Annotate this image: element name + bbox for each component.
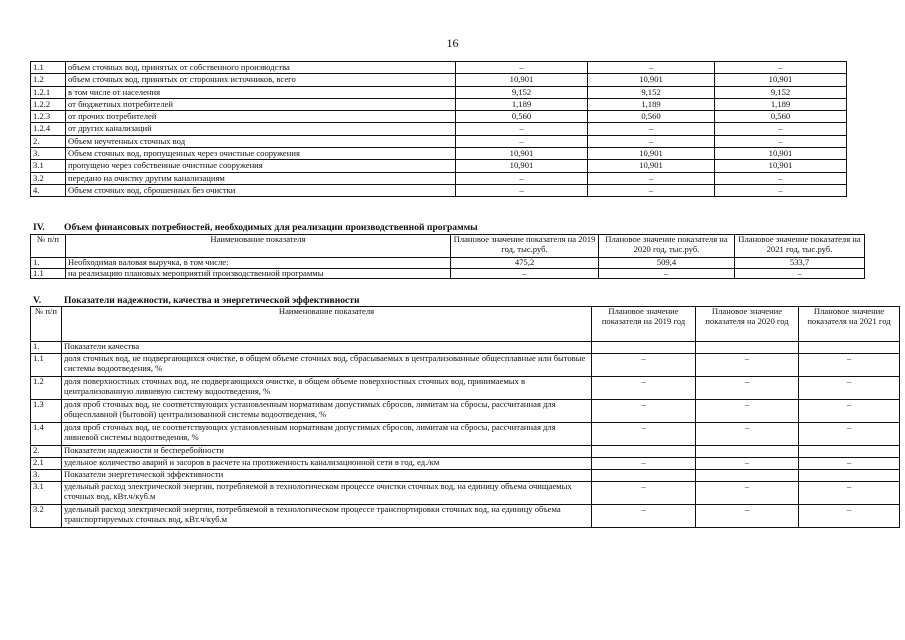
value-2021: – <box>799 423 900 446</box>
row-number: 2.1 <box>31 458 62 470</box>
value-2020: – <box>696 377 799 400</box>
row-number: 3. <box>31 148 66 160</box>
row-number: 1.2.4 <box>31 123 66 135</box>
header-name: Наименование показателя <box>66 235 451 258</box>
row-number: 3. <box>31 470 62 482</box>
value-2021: – <box>799 377 900 400</box>
section-4-title <box>33 222 478 233</box>
row-name: Объем сточных вод, сброшенных без очистки <box>66 184 456 196</box>
table-row <box>31 123 847 135</box>
value-2021 <box>799 470 900 482</box>
value-2021: 9,152 <box>715 86 847 98</box>
value-2021: – <box>715 184 847 196</box>
table-row <box>31 423 900 446</box>
value-2020: – <box>588 172 715 184</box>
header-2020: Плановое значение показателя на 2020 год, тыс.руб. <box>599 235 735 258</box>
value-2020 <box>696 470 799 482</box>
row-name: на реализацию плановых мероприятий производственной программы <box>66 268 451 279</box>
header-2019: Плановое значение показателя на 2019 год <box>592 307 696 342</box>
value-2019: – <box>592 354 696 377</box>
value-2019: – <box>592 505 696 528</box>
value-2019: 10,901 <box>456 160 588 172</box>
table-row <box>31 505 900 528</box>
row-name: доля поверхностных сточных вод, не подвергающихся очистке, в общем объеме поверхностных сточных вод, принимаемых в централизованную ливневую систему водоотведения, % <box>62 377 592 400</box>
table-row <box>31 98 847 110</box>
value-2020: 0,560 <box>588 111 715 123</box>
row-number: 1.1 <box>31 62 66 74</box>
row-name: Необходимая валовая выручка, в том числе: <box>66 258 451 269</box>
header-2019: Плановое значение показателя на 2019 год, тыс.руб. <box>451 235 599 258</box>
value-2019: 10,901 <box>456 74 588 86</box>
section-4-heading: Объем финансовых потребностей, необходимых для реализации производственной программы <box>64 222 478 233</box>
value-2020: – <box>588 123 715 135</box>
value-2021: – <box>799 354 900 377</box>
table-row <box>31 354 900 377</box>
value-2020: – <box>696 400 799 423</box>
row-name: удельный расход электрической энергии, потребляемой в технологическом процессе транспортировки сточных вод, на единицу объема транспортируемых сточных вод, кВт.ч/куб.м <box>62 505 592 528</box>
row-number: 3.1 <box>31 482 62 505</box>
value-2019: – <box>456 184 588 196</box>
table-header-row <box>31 235 865 258</box>
row-number: 1.2.3 <box>31 111 66 123</box>
row-number: 1.2 <box>31 377 62 400</box>
value-2020: – <box>588 184 715 196</box>
value-2020: 10,901 <box>588 148 715 160</box>
table-row <box>31 446 900 458</box>
value-2021: 1,189 <box>715 98 847 110</box>
value-2019: 475,2 <box>451 258 599 269</box>
row-name: удельный расход электрической энергии, потребляемой в технологическом процессе очистки сточных вод, на единицу объема очищаемых сточных вод, кВт.ч/куб.м <box>62 482 592 505</box>
value-2019 <box>592 470 696 482</box>
table-row <box>31 86 847 98</box>
value-2020: – <box>696 423 799 446</box>
value-2019 <box>592 446 696 458</box>
header-2021: Плановое значение показателя на 2021 год, тыс.руб. <box>735 235 865 258</box>
row-name: доля проб сточных вод, не соответствующих установленным нормативам допустимых сбросов, лимитам на сбросы, рассчитанная для общесплавной (бытовой) централизованной системы водоотведения, % <box>62 400 592 423</box>
header-num: № п/п <box>31 235 66 258</box>
row-name: Показатели надежности и бесперебойности <box>62 446 592 458</box>
row-name: Объем неучтенных сточных вод <box>66 135 456 147</box>
value-2021: 10,901 <box>715 148 847 160</box>
table-row <box>31 148 847 160</box>
row-number: 1.2.2 <box>31 98 66 110</box>
value-2020: – <box>696 354 799 377</box>
value-2020: 509,4 <box>599 258 735 269</box>
row-number: 1.1 <box>31 268 66 279</box>
table-row <box>31 400 900 423</box>
table-row <box>31 470 900 482</box>
table-row <box>31 342 900 354</box>
value-2019: – <box>592 400 696 423</box>
value-2021: 10,901 <box>715 74 847 86</box>
value-2020: – <box>588 135 715 147</box>
row-name: доля проб сточных вод, не соответствующих установленным нормативам допустимых сбросов, лимитам на сбросы, рассчитанная для ливневой системы водоотведения, % <box>62 423 592 446</box>
value-2019: – <box>456 62 588 74</box>
value-2019: – <box>451 268 599 279</box>
value-2021: – <box>799 482 900 505</box>
header-name: Наименование показателя <box>62 307 592 342</box>
value-2020: 1,189 <box>588 98 715 110</box>
section-5-title <box>33 295 360 306</box>
value-2020 <box>696 446 799 458</box>
table-row <box>31 135 847 147</box>
row-name: от других канализаций <box>66 123 456 135</box>
header-2021: Плановое значение показателя на 2021 год <box>799 307 900 342</box>
value-2019: 1,189 <box>456 98 588 110</box>
row-number: 1.1 <box>31 354 62 377</box>
value-2021: 0,560 <box>715 111 847 123</box>
value-2021: – <box>799 505 900 528</box>
row-number: 2. <box>31 446 62 458</box>
row-number: 3.2 <box>31 505 62 528</box>
row-name: передано на очистку другим канализациям <box>66 172 456 184</box>
value-2021: 10,901 <box>715 160 847 172</box>
table-row <box>31 482 900 505</box>
value-2020: – <box>696 505 799 528</box>
row-name: пропущено через собственные очистные сооружения <box>66 160 456 172</box>
row-name: объем сточных вод, принятых от собственного производства <box>66 62 456 74</box>
value-2021: – <box>799 458 900 470</box>
value-2020: – <box>696 482 799 505</box>
value-2020: 10,901 <box>588 74 715 86</box>
value-2020: 9,152 <box>588 86 715 98</box>
value-2019: 10,901 <box>456 148 588 160</box>
row-number: 1.2 <box>31 74 66 86</box>
value-2020: – <box>599 268 735 279</box>
value-2019: – <box>592 377 696 400</box>
value-2019: – <box>592 423 696 446</box>
row-number: 1.2.1 <box>31 86 66 98</box>
value-2020: 10,901 <box>588 160 715 172</box>
table-row <box>31 74 847 86</box>
financial-needs-table <box>30 234 865 279</box>
value-2020: – <box>696 458 799 470</box>
value-2021: – <box>715 135 847 147</box>
value-2019 <box>592 342 696 354</box>
row-number: 1. <box>31 258 66 269</box>
row-name: от прочих потребителей <box>66 111 456 123</box>
value-2020 <box>696 342 799 354</box>
row-name: от бюджетных потребителей <box>66 98 456 110</box>
table-row <box>31 458 900 470</box>
header-2020: Плановое значение показателя на 2020 год <box>696 307 799 342</box>
section-5-heading: Показатели надежности, качества и энергетической эффективности <box>64 295 360 306</box>
wastewater-volume-table <box>30 61 847 197</box>
table-row <box>31 160 847 172</box>
row-number: 3.2 <box>31 172 66 184</box>
value-2021: – <box>715 172 847 184</box>
value-2021: – <box>715 123 847 135</box>
value-2021: – <box>715 62 847 74</box>
row-number: 1.3 <box>31 400 62 423</box>
value-2019: – <box>456 135 588 147</box>
table-row <box>31 62 847 74</box>
row-name: доля сточных вод, не подвергающихся очистке, в общем объеме сточных вод, сбрасываемых в централизованные общесплавные или бытовые системы водоотведения, % <box>62 354 592 377</box>
value-2021: – <box>799 400 900 423</box>
row-number: 1.4 <box>31 423 62 446</box>
table-row <box>31 111 847 123</box>
row-name: объем сточных вод, принятых от сторонних источников, всего <box>66 74 456 86</box>
value-2021: – <box>735 268 865 279</box>
value-2019: – <box>592 458 696 470</box>
table-row <box>31 268 865 279</box>
row-name: удельное количество аварий и засоров в расчете на протяженность канализационной сети в год, ед./км <box>62 458 592 470</box>
row-name: Объем сточных вод, пропущенных через очистные сооружения <box>66 148 456 160</box>
value-2021 <box>799 446 900 458</box>
row-name: Показатели качества <box>62 342 592 354</box>
value-2019: – <box>592 482 696 505</box>
header-num: № п/п <box>31 307 62 342</box>
section-4-number: IV. <box>33 222 45 233</box>
table-row <box>31 258 865 269</box>
value-2019: 9,152 <box>456 86 588 98</box>
row-number: 4. <box>31 184 66 196</box>
table-row <box>31 184 847 196</box>
table-header-row <box>31 307 900 342</box>
table-row <box>31 377 900 400</box>
reliability-quality-table <box>30 306 900 528</box>
value-2019: 0,560 <box>456 111 588 123</box>
value-2021: 533,7 <box>735 258 865 269</box>
value-2021 <box>799 342 900 354</box>
row-name: Показатели энергетической эффективности <box>62 470 592 482</box>
value-2019: – <box>456 123 588 135</box>
value-2019: – <box>456 172 588 184</box>
section-5-number: V. <box>33 295 42 306</box>
row-number: 3.1 <box>31 160 66 172</box>
row-name: в том числе от населения <box>66 86 456 98</box>
row-number: 1. <box>31 342 62 354</box>
value-2020: – <box>588 62 715 74</box>
table-row <box>31 172 847 184</box>
row-number: 2. <box>31 135 66 147</box>
page-number: 16 <box>446 36 459 50</box>
